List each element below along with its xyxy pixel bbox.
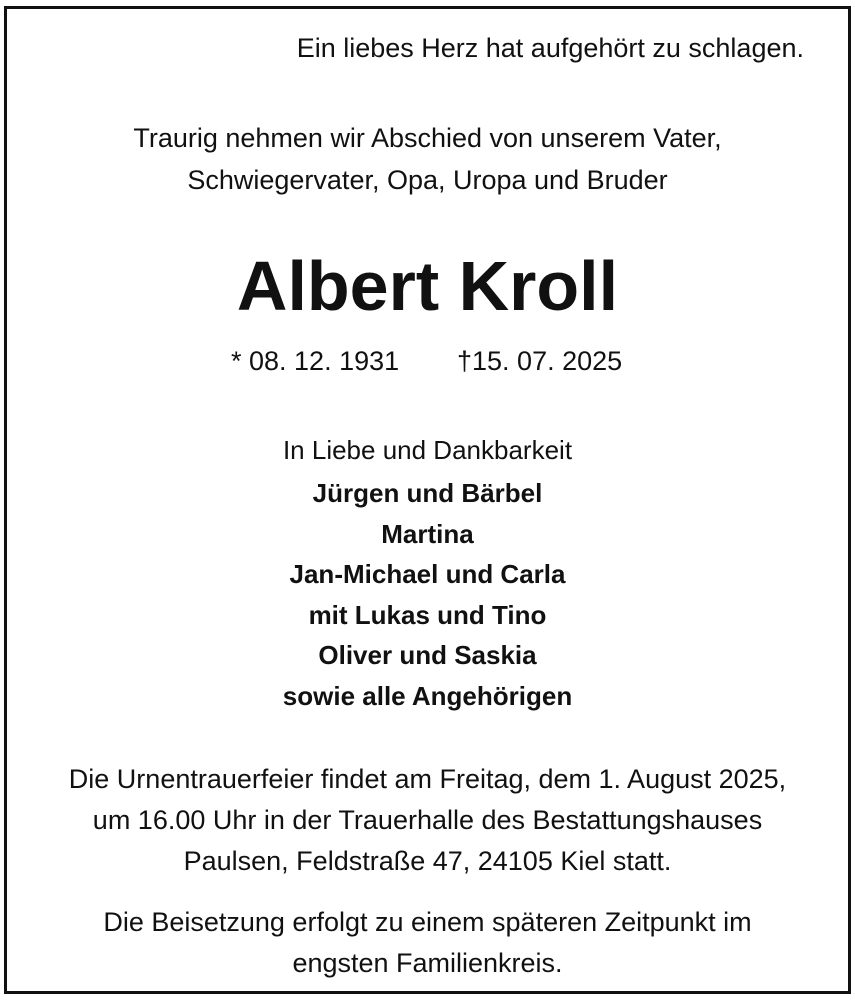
birth-date: * 08. 12. 1931 bbox=[231, 346, 400, 376]
mourner-line: Jan-Michael und Carla bbox=[289, 559, 566, 589]
obituary-notice bbox=[4, 6, 851, 994]
signoff-text: In Liebe und Dankbarkeit bbox=[282, 435, 573, 465]
intro-line: Schwiegervater, Opa, Uropa und Bruder bbox=[187, 165, 668, 195]
deceased-name: Albert Kroll bbox=[236, 247, 619, 325]
mourner-line: Jürgen und Bärbel bbox=[312, 478, 543, 508]
mourner-line: Oliver und Saskia bbox=[318, 640, 537, 670]
burial-line: engsten Familienkreis. bbox=[292, 948, 563, 978]
intro-line: Traurig nehmen wir Abschied von unserem Vater, bbox=[133, 123, 722, 153]
mourner-line: Martina bbox=[381, 519, 474, 549]
death-date: †15. 07. 2025 bbox=[457, 346, 623, 376]
ceremony-line: um 16.00 Uhr in der Trauerhalle des Bestattungshauses bbox=[92, 805, 763, 835]
mourner-line: mit Lukas und Tino bbox=[308, 600, 547, 630]
ceremony-line: Paulsen, Feldstraße 47, 24105 Kiel statt. bbox=[183, 846, 672, 876]
ceremony-line: Die Urnentrauerfeier findet am Freitag, dem 1. August 2025, bbox=[68, 764, 787, 794]
motto-text: Ein liebes Herz hat aufgehört zu schlagen. bbox=[296, 33, 804, 63]
burial-line: Die Beisetzung erfolgt zu einem späteren Zeitpunkt im bbox=[103, 907, 752, 937]
mourner-line: sowie alle Angehörigen bbox=[282, 681, 573, 711]
